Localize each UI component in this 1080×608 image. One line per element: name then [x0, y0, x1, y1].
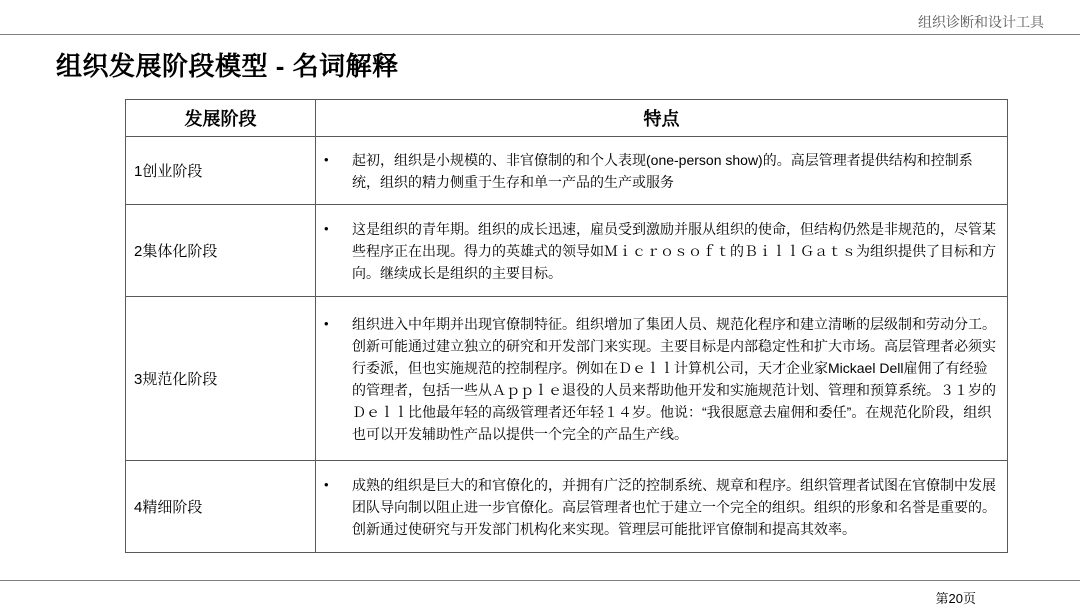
table-row [126, 297, 1008, 461]
feature-text: 这是组织的青年期。组织的成长迅速，雇员受到激励并服从组织的使命，但结构仍然是非规范的，尽管某些程序正在出现。得力的英雄式的领导如Ｍｉｃｒｏｓｏｆｔ的ＢｉｌｌＧａｔｓ为组织提供了目标和方向。继续成长是组织的主要目标。 [352, 220, 996, 281]
stage-name: 3规范化阶段 [126, 297, 316, 461]
stage-name: 2集体化阶段 [126, 205, 316, 297]
stages-table [125, 99, 1008, 553]
column-header-stage: 发展阶段 [126, 100, 316, 137]
table-row [126, 205, 1008, 297]
feature-text: 起初，组织是小规模的、非官僚制的和个人表现(one-person show)的。高层管理者提供结构和控制系统，组织的精力侧重于生存和单一产品的生产或服务 [352, 151, 973, 190]
table-header-row [126, 100, 1008, 137]
stage-features [316, 461, 1008, 553]
column-header-features: 特点 [316, 100, 1008, 137]
bullet-marker: • [324, 315, 329, 331]
bullet-marker: • [324, 476, 329, 492]
header-title: 组织诊断和设计工具 [918, 14, 1044, 30]
feature-text: 成熟的组织是巨大的和官僚化的，并拥有广泛的控制系统、规章和程序。组织管理者试图在官僚制中发展团队导向制以阻止进一步官僚化。高层管理者也忙于建立一个完全的组织。组织的形象和名誉是重要的。创新通过使研究与开发部门机构化来实现。管理层可能批评官僚制和提高其效率。 [352, 476, 996, 537]
bullet-marker: • [324, 220, 329, 236]
stage-name: 4精细阶段 [126, 461, 316, 553]
stage-features [316, 297, 1008, 461]
bottom-divider [0, 580, 1080, 581]
stage-features [316, 137, 1008, 205]
stage-features [316, 205, 1008, 297]
table-row [126, 461, 1008, 553]
top-divider [0, 34, 1080, 35]
page-title: 组织发展阶段模型 - 名词解释 [56, 51, 399, 81]
table-row [126, 137, 1008, 205]
stage-name: 1创业阶段 [126, 137, 316, 205]
page-number: 第20页 [935, 591, 976, 606]
bullet-marker: • [324, 151, 329, 167]
feature-text: 组织进入中年期并出现官僚制特征。组织增加了集团人员、规范化程序和建立清晰的层级制和劳动分工。创新可能通过建立独立的研究和开发部门来实现。主要目标是内部稳定性和扩大市场。高层管理者必须实行委派，但也实施规范的控制程序。例如在Ｄｅｌｌ计算机公司，天才企业家Mickael Dell雇佣了有经验的管理者，包括一些从Ａｐｐｌｅ退役的人员来帮助他开发和实施规范计划、管理和预算系统。３１岁的Ｄｅｌｌ比他最年轻的高级管理者还年轻１４岁。他说：“我很愿意去雇佣和委任”。在规范化阶段，组织也可以开发辅助性产品以提供一个完全的产品生产线。 [352, 315, 996, 442]
